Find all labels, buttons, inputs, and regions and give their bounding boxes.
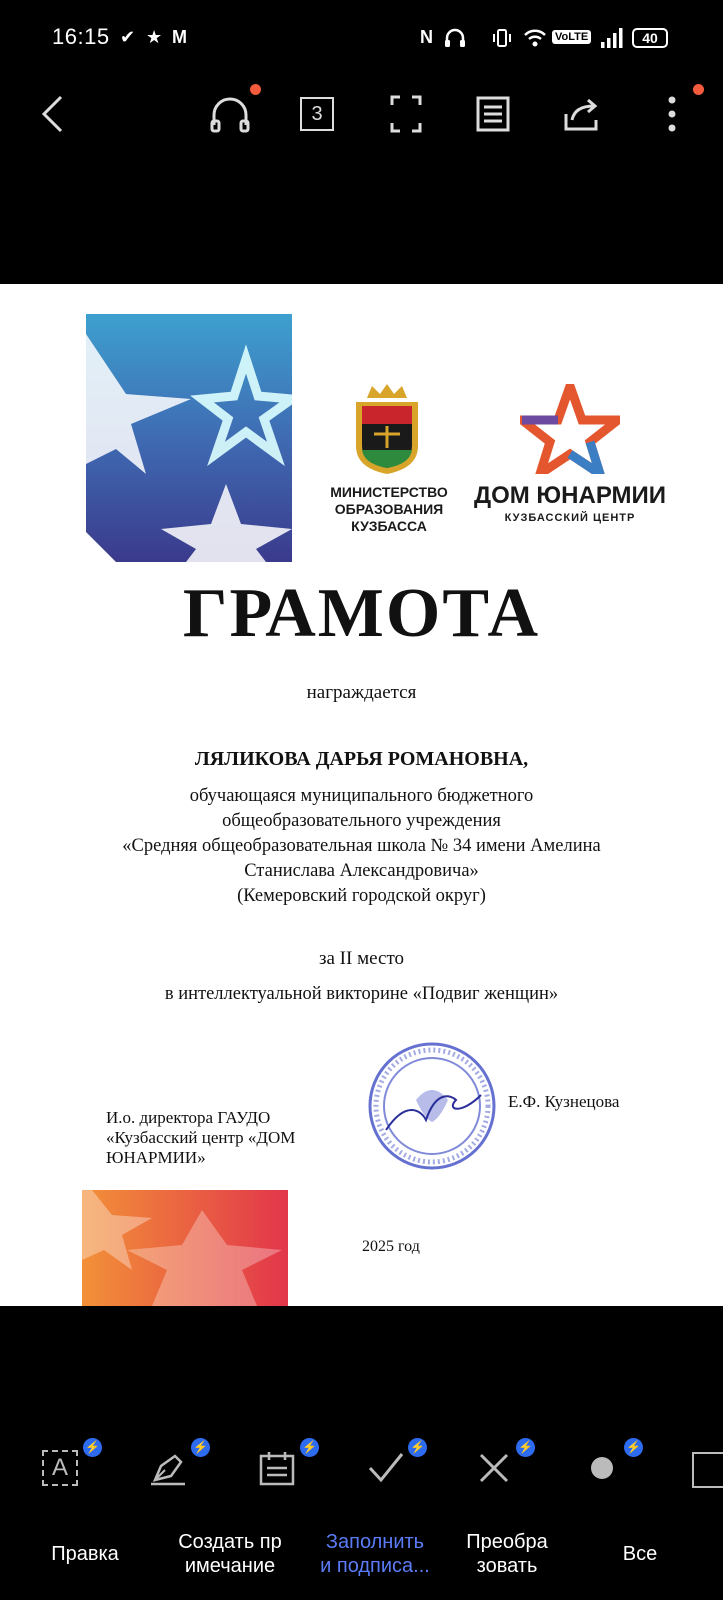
- document-view-icon: [476, 96, 510, 132]
- pen-nib-icon: [149, 1450, 187, 1486]
- status-time: 16:15: [52, 24, 110, 49]
- year-text: 2025 год: [362, 1238, 420, 1255]
- place-text: за II место: [318, 948, 404, 969]
- back-button[interactable]: [30, 92, 74, 136]
- tab-note-label-2: имечание: [184, 1555, 276, 1577]
- signal-icon: [600, 28, 624, 53]
- tab-convert-label-1: Преобра: [466, 1531, 548, 1553]
- tab-convert-label-2: зовать: [476, 1555, 538, 1577]
- yunarmia-logo-title: ДОМ ЮНАРМИИ: [473, 482, 667, 509]
- description-line: общеобразовательного учреждения: [222, 811, 501, 831]
- headset-icon: [444, 28, 466, 53]
- signer-title: [106, 1108, 326, 1168]
- download-done-icon: ✔: [120, 27, 136, 47]
- ministry-logo-text: [324, 484, 454, 535]
- vibrate-icon: [491, 28, 513, 53]
- tab-all[interactable]: [590, 1530, 690, 1578]
- description-line: обучающаяся муниципального бюджетного: [189, 786, 534, 806]
- yunarmia-logo-subtitle: КУЗБАССКИЙ ЦЕНТР: [504, 512, 636, 524]
- volte-badge: VoLTE: [552, 30, 591, 44]
- headphones-icon: [210, 95, 250, 133]
- fullscreen-icon: [390, 95, 422, 133]
- bolt-badge-icon: ⚡: [624, 1438, 643, 1457]
- text-edit-tool[interactable]: [38, 1446, 82, 1490]
- listen-notification-dot: [250, 84, 261, 95]
- tab-fill-and-sign[interactable]: [305, 1530, 445, 1578]
- bolt-badge-icon: ⚡: [191, 1438, 210, 1457]
- cross-tool[interactable]: [472, 1446, 516, 1490]
- calendar-icon: [259, 1450, 295, 1486]
- event-text: в интеллектуальной викторине «Подвиг женщин»: [164, 984, 559, 1004]
- signer-line: «Кузбасский центр «ДОМ: [106, 1128, 296, 1147]
- dot-tool[interactable]: [580, 1446, 624, 1490]
- more-tools-peek[interactable]: [692, 1452, 723, 1488]
- sign-tool[interactable]: [146, 1446, 190, 1490]
- tab-fill-label-1: Заполнить: [325, 1531, 425, 1553]
- more-vertical-icon: [667, 95, 677, 133]
- checkmark-tool[interactable]: [364, 1446, 408, 1490]
- official-stamp: [366, 1040, 498, 1172]
- fullscreen-button[interactable]: [384, 92, 428, 136]
- description-line: Станислава Александровича»: [244, 861, 479, 881]
- gmail-icon: M: [172, 27, 187, 47]
- bolt-badge-icon: ⚡: [408, 1438, 427, 1457]
- signer-line: И.о. директора ГАУДО: [106, 1108, 271, 1127]
- awarded-label: награждается: [306, 682, 417, 703]
- signer-name: Е.Ф. Кузнецова: [508, 1092, 620, 1111]
- coat-of-arms-emblem: [352, 384, 422, 474]
- cross-icon: [478, 1452, 510, 1484]
- certificate-title: ГРАМОТА: [182, 575, 541, 652]
- battery-indicator: 40: [632, 28, 668, 48]
- document-page: [0, 284, 723, 1306]
- text-box-icon: A: [42, 1450, 78, 1486]
- tab-fill-label-2: и подписа...: [320, 1555, 430, 1577]
- blue-stars-decoration: [86, 314, 292, 562]
- more-options-button[interactable]: [650, 92, 694, 136]
- bolt-badge-icon: ⚡: [83, 1438, 102, 1457]
- wifi-icon: [523, 28, 547, 53]
- page-count-button[interactable]: [295, 92, 339, 136]
- bolt-badge-icon: ⚡: [300, 1438, 319, 1457]
- ministry-line-2: ОБРАЗОВАНИЯ: [334, 501, 444, 517]
- tab-convert[interactable]: [447, 1530, 567, 1578]
- description-line: «Средняя общеобразовательная школа № 34 имени Амелина: [122, 836, 601, 856]
- tab-create-note[interactable]: [160, 1530, 300, 1578]
- tab-edit[interactable]: [30, 1530, 140, 1578]
- tab-all-label: Все: [622, 1543, 658, 1565]
- recipient-name: ЛЯЛИКОВА ДАРЬЯ РОМАНОВНА,: [194, 748, 529, 770]
- dot-icon: [591, 1457, 613, 1479]
- tab-note-label-1: Создать пр: [178, 1531, 282, 1553]
- orange-stars-decoration: [82, 1190, 288, 1306]
- checkmark-icon: [368, 1452, 404, 1484]
- nfc-icon: N: [420, 27, 433, 47]
- ministry-line-1: МИНИСТЕРСТВО: [330, 484, 448, 500]
- signer-line: ЮНАРМИИ»: [106, 1148, 206, 1167]
- listen-button[interactable]: [208, 92, 252, 136]
- page-count: 3: [300, 97, 334, 131]
- description-line: (Кемеровский городской округ): [237, 886, 486, 906]
- back-arrow-icon: [39, 95, 65, 133]
- more-notification-dot: [693, 84, 704, 95]
- tab-edit-label: Правка: [51, 1543, 119, 1565]
- share-button[interactable]: [560, 92, 604, 136]
- date-tool[interactable]: [255, 1446, 299, 1490]
- yunarmia-star-logo: [520, 384, 620, 474]
- bolt-badge-icon: ⚡: [516, 1438, 535, 1457]
- star-icon: ★: [146, 27, 163, 47]
- share-icon: [562, 96, 602, 132]
- recipient-description: [0, 784, 723, 909]
- reading-mode-button[interactable]: [471, 92, 515, 136]
- ministry-line-3: КУЗБАССА: [351, 518, 427, 534]
